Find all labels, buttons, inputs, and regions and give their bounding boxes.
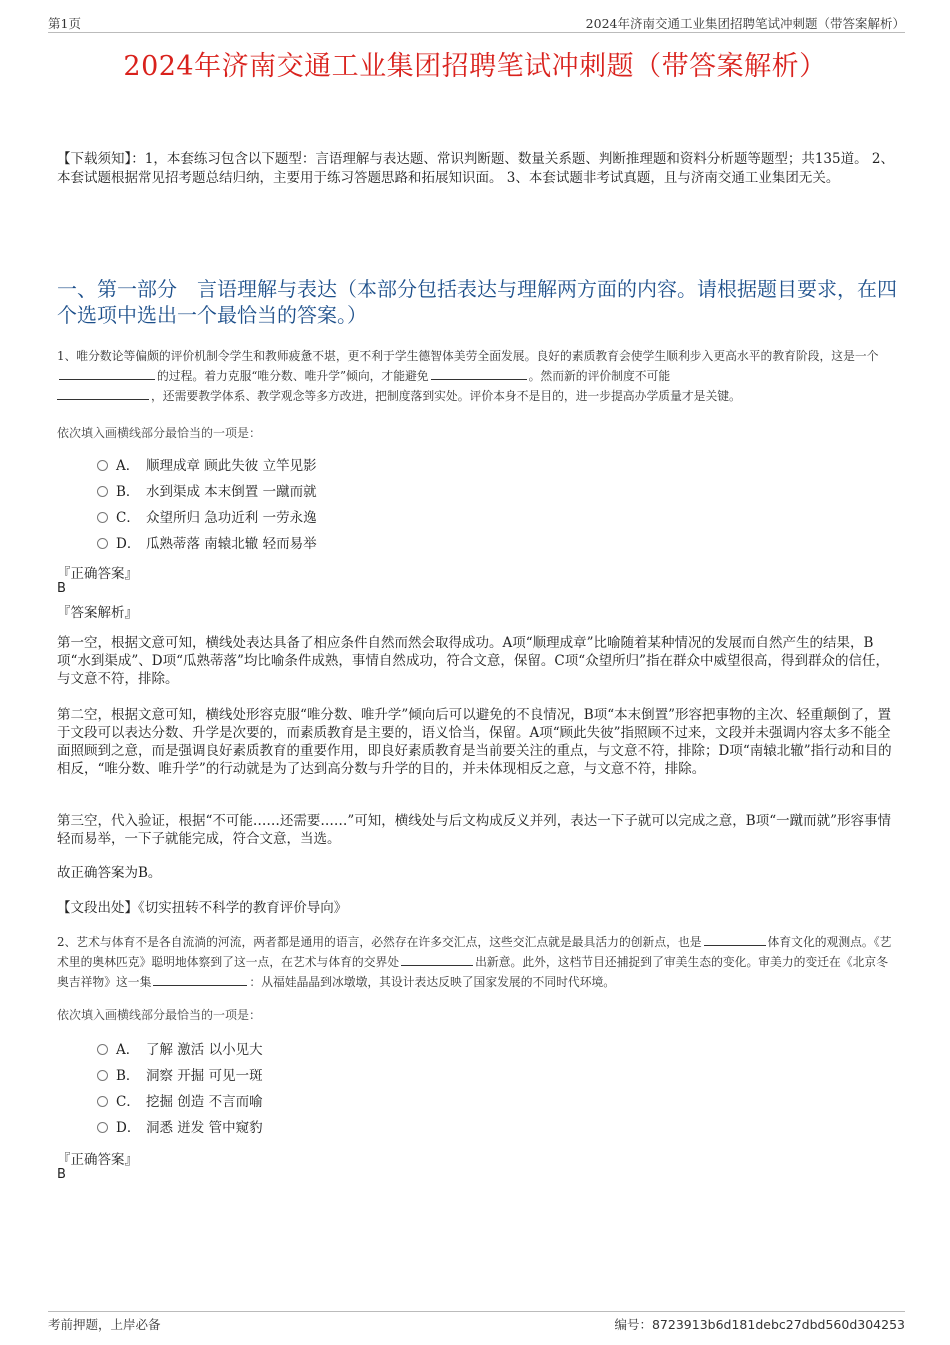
option-b[interactable]: B． 洞察 开掘 可见一斑: [97, 1063, 263, 1089]
fill-blank: [57, 387, 149, 400]
radio-icon[interactable]: [97, 1044, 108, 1055]
question-2-options: [97, 1037, 263, 1141]
radio-icon[interactable]: [97, 512, 108, 523]
page-footer: [48, 1311, 905, 1332]
document-code: 编号：8723913b6d181debc27dbd560d304253: [614, 1317, 905, 1332]
option-c[interactable]: C． 众望所归 急功近利 一劳永逸: [97, 505, 317, 531]
question-1-text: [57, 346, 897, 406]
question-2-prompt: 依次填入画横线部分最恰当的一项是：: [57, 1008, 262, 1022]
radio-icon[interactable]: [97, 538, 108, 549]
question-2-part-3: 出新意。此外，这档节目还捕捉到了审美生态的变化。审美力的变迁在《北京冬奥吉祥物》这一集: [57, 955, 889, 989]
radio-icon[interactable]: [97, 1122, 108, 1133]
correct-answer-label: 『正确答案』: [57, 566, 138, 582]
section-heading-1: 一、第一部分 言语理解与表达（本部分包括表达与理解两方面的内容。请根据题目要求，在四个选项中选出一个最恰当的答案。）: [57, 277, 897, 327]
page-header: [48, 14, 905, 33]
radio-icon[interactable]: [97, 1070, 108, 1081]
question-1-options: [97, 453, 317, 557]
question-1-part-4: ，还需要教学体系、教学观念等多方改进，把制度落到实处。评价本身不是目的，进一步提高办学质量才是关键。: [151, 389, 741, 403]
radio-icon[interactable]: [97, 460, 108, 471]
question-1-part-3: 。然而新的评价制度不可能: [528, 369, 671, 383]
correct-answer: B: [57, 1167, 66, 1182]
question-1-prompt: 依次填入画横线部分最恰当的一项是：: [57, 426, 262, 440]
analysis-paragraph-3: 第三空，代入验证，根据“不可能……还需要……”可知，横线处与后文构成反义并列，表达一下子就可以完成之意，B项“一蹴而就”形容事情轻而易举，一下子就能完成，符合文意，当选。: [57, 813, 892, 847]
fill-blank: [704, 933, 766, 946]
correct-answer-label: 『正确答案』: [57, 1152, 138, 1168]
download-notice: 【下载须知】：1，本套练习包含以下题型：言语理解与表达题、常识判断题、数量关系题、判断推理题和资料分析题等题型；共135道。 2、本套试题根据常见招考题总结归纳，主要用于练习答题思路和拓展知识面。 3、本套试题非考试真题，且与济南交通工业集团无关。: [57, 151, 894, 186]
page-number: 第1页: [48, 16, 81, 31]
analysis-paragraph-1: 第一空，根据文意可知，横线处表达具备了相应条件自然而然会取得成功。A项“顺理成章”比喻随着某种情况的发展而自然产生的结果，B项“水到渠成”、D项“瓜熟蒂落”均比喻条件成熟，事情自然成功，符合文意，保留。C项“众望所归”指在群众中威望很高，得到群众的信任，与文意不符，排除。: [57, 635, 890, 687]
analysis-paragraph-2: 第二空，根据文意可知，横线处形容克服“唯分数、唯升学”倾向后可以避免的不良情况，B项“本末倒置”形容把事物的主次、轻重颠倒了，置于文段可以表达分数、升学是次要的，而素质教育是主要的，语义恰当，保留。A项“顾此失彼”指照顾不过来，文段并未强调内容太多不能全面照顾到之意，而是强调良好素质教育的重要作用，即良好素质教育是当前要关注的重点，与文意不符，排除；D项“南辕北辙”指行动和目的相反，“唯分数、唯升学”的行动就是为了达到高分数与升学的目的，并未体现相反之意，与文意不符，排除。: [57, 707, 892, 777]
footer-slogan: 考前押题，上岸必备: [48, 1317, 161, 1332]
header-doc-title: 2024年济南交通工业集团招聘笔试冲刺题（带答案解析）: [585, 16, 905, 31]
radio-icon[interactable]: [97, 1096, 108, 1107]
question-2-part-2: 体育文化的观测点。《艺术里的奥林匹克》聪明地体察到了这一点，在艺术与体育的交界处: [57, 935, 892, 969]
option-a[interactable]: A． 顺理成章 顾此失彼 立竿见影: [97, 453, 317, 479]
page-title: 2024年济南交通工业集团招聘笔试冲刺题（带答案解析）: [123, 51, 827, 82]
option-d[interactable]: D． 瓜熟蒂落 南辕北辙 轻而易举: [97, 531, 317, 557]
fill-blank: [59, 367, 155, 380]
question-1-part-2: 的过程。着力克服“唯分数、唯升学”倾向，才能避免: [157, 369, 429, 383]
question-1-part-1: 1、唯分数论等偏颇的评价机制令学生和教师疲惫不堪，更不利于学生德智体美劳全面发展。良好的素质教育会使学生顺利步入更高水平的教育阶段，这是一个: [57, 349, 879, 363]
fill-blank: [401, 953, 473, 966]
option-b[interactable]: B． 水到渠成 本末倒置 一蹴而就: [97, 479, 317, 505]
analysis-label: 『答案解析』: [57, 605, 138, 621]
analysis-conclusion: 故正确答案为B。: [57, 865, 162, 881]
correct-answer: B: [57, 581, 66, 596]
option-a[interactable]: A． 了解 激活 以小见大: [97, 1037, 263, 1063]
fill-blank: [431, 367, 527, 380]
text-source: 【文段出处】《切实扭转不科学的教育评价导向》: [57, 900, 348, 916]
radio-icon[interactable]: [97, 486, 108, 497]
option-d[interactable]: D． 洞悉 迸发 管中窥豹: [97, 1115, 263, 1141]
fill-blank: [153, 973, 247, 986]
question-2-text: [57, 932, 897, 992]
question-2-part-1: 2、艺术与体育不是各自流淌的河流，两者都是通用的语言，必然存在许多交汇点，这些交汇点就是最具活力的创新点，也是: [57, 935, 702, 949]
question-2-part-4: ：从福娃晶晶到冰墩墩，其设计表达反映了国家发展的不同时代环境。: [249, 975, 616, 989]
option-c[interactable]: C． 挖掘 创造 不言而喻: [97, 1089, 263, 1115]
